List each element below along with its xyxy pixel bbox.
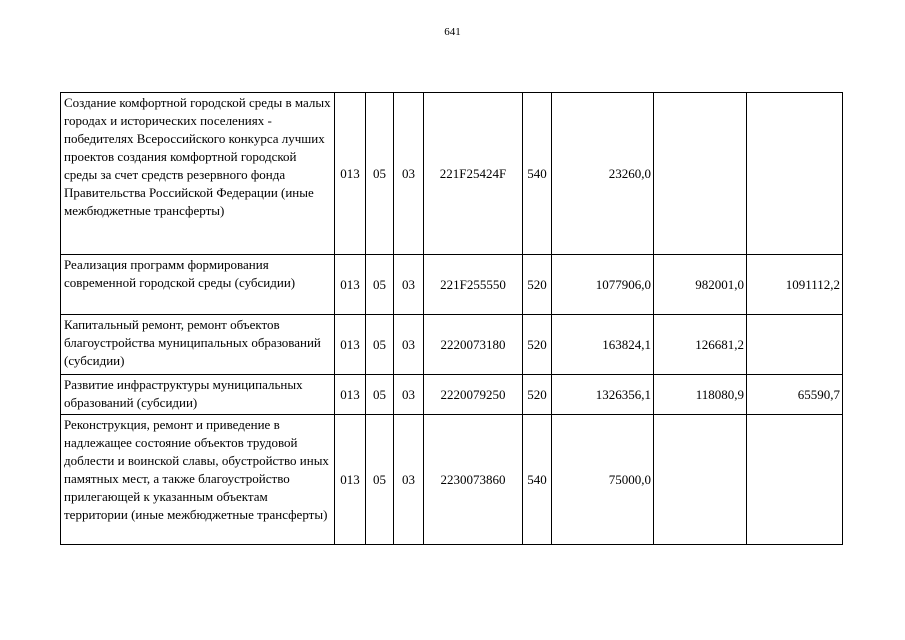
cell-expense-type: 540 — [523, 415, 552, 545]
cell-sum-2 — [654, 93, 747, 255]
table-row — [61, 415, 843, 545]
cell-expense-type: 520 — [523, 315, 552, 375]
table-row — [61, 255, 843, 315]
row-description: Реализация программ формирования современной городской среды (субсидии) — [61, 255, 335, 315]
table-row — [61, 315, 843, 375]
cell-razdel: 05 — [366, 415, 394, 545]
cell-target-article: 2220079250 — [424, 375, 523, 415]
cell-sum-2 — [654, 415, 747, 545]
cell-sum-1: 1326356,1 — [552, 375, 654, 415]
cell-sum-3 — [747, 315, 843, 375]
cell-sum-1: 23260,0 — [552, 93, 654, 255]
cell-target-article: 221F25424F — [424, 93, 523, 255]
row-description: Развитие инфраструктуры муниципальных образований (субсидии) — [61, 375, 335, 415]
cell-razdel: 05 — [366, 315, 394, 375]
cell-podrazdel: 03 — [394, 255, 424, 315]
row-description: Реконструкция, ремонт и приведение в надлежащее состояние объектов трудовой доблести и воинской славы, обустройство иных памятных мест, а также благоустройство прилегающей к указанным объектам территории (иные межбюджетные трансферты) — [61, 415, 335, 545]
cell-sum-1: 1077906,0 — [552, 255, 654, 315]
cell-grbs: 013 — [335, 255, 366, 315]
cell-podrazdel: 03 — [394, 93, 424, 255]
table-row — [61, 93, 843, 255]
budget-table — [60, 92, 843, 545]
cell-expense-type: 540 — [523, 93, 552, 255]
cell-podrazdel: 03 — [394, 315, 424, 375]
cell-grbs: 013 — [335, 375, 366, 415]
cell-razdel: 05 — [366, 375, 394, 415]
cell-sum-1: 75000,0 — [552, 415, 654, 545]
cell-expense-type: 520 — [523, 375, 552, 415]
cell-razdel: 05 — [366, 255, 394, 315]
cell-sum-2: 982001,0 — [654, 255, 747, 315]
table-row — [61, 375, 843, 415]
page-number: 641 — [444, 26, 461, 38]
cell-sum-3 — [747, 93, 843, 255]
cell-sum-3: 1091112,2 — [747, 255, 843, 315]
cell-grbs: 013 — [335, 93, 366, 255]
cell-grbs: 013 — [335, 315, 366, 375]
cell-podrazdel: 03 — [394, 415, 424, 545]
cell-target-article: 2220073180 — [424, 315, 523, 375]
cell-sum-2: 126681,2 — [654, 315, 747, 375]
cell-expense-type: 520 — [523, 255, 552, 315]
cell-razdel: 05 — [366, 93, 394, 255]
cell-podrazdel: 03 — [394, 375, 424, 415]
row-description: Капитальный ремонт, ремонт объектов благоустройства муниципальных образований (субсидии) — [61, 315, 335, 375]
cell-sum-3 — [747, 415, 843, 545]
cell-sum-3: 65590,7 — [747, 375, 843, 415]
cell-sum-2: 118080,9 — [654, 375, 747, 415]
cell-target-article: 221F255550 — [424, 255, 523, 315]
cell-target-article: 2230073860 — [424, 415, 523, 545]
row-description: Создание комфортной городской среды в малых городах и исторических поселениях - победителях Всероссийского конкурса лучших проектов создания комфортной городской среды за счет средств резервного фонда Правительства Российской Федерации (иные межбюджетные трансферты) — [61, 93, 335, 255]
cell-grbs: 013 — [335, 415, 366, 545]
cell-sum-1: 163824,1 — [552, 315, 654, 375]
